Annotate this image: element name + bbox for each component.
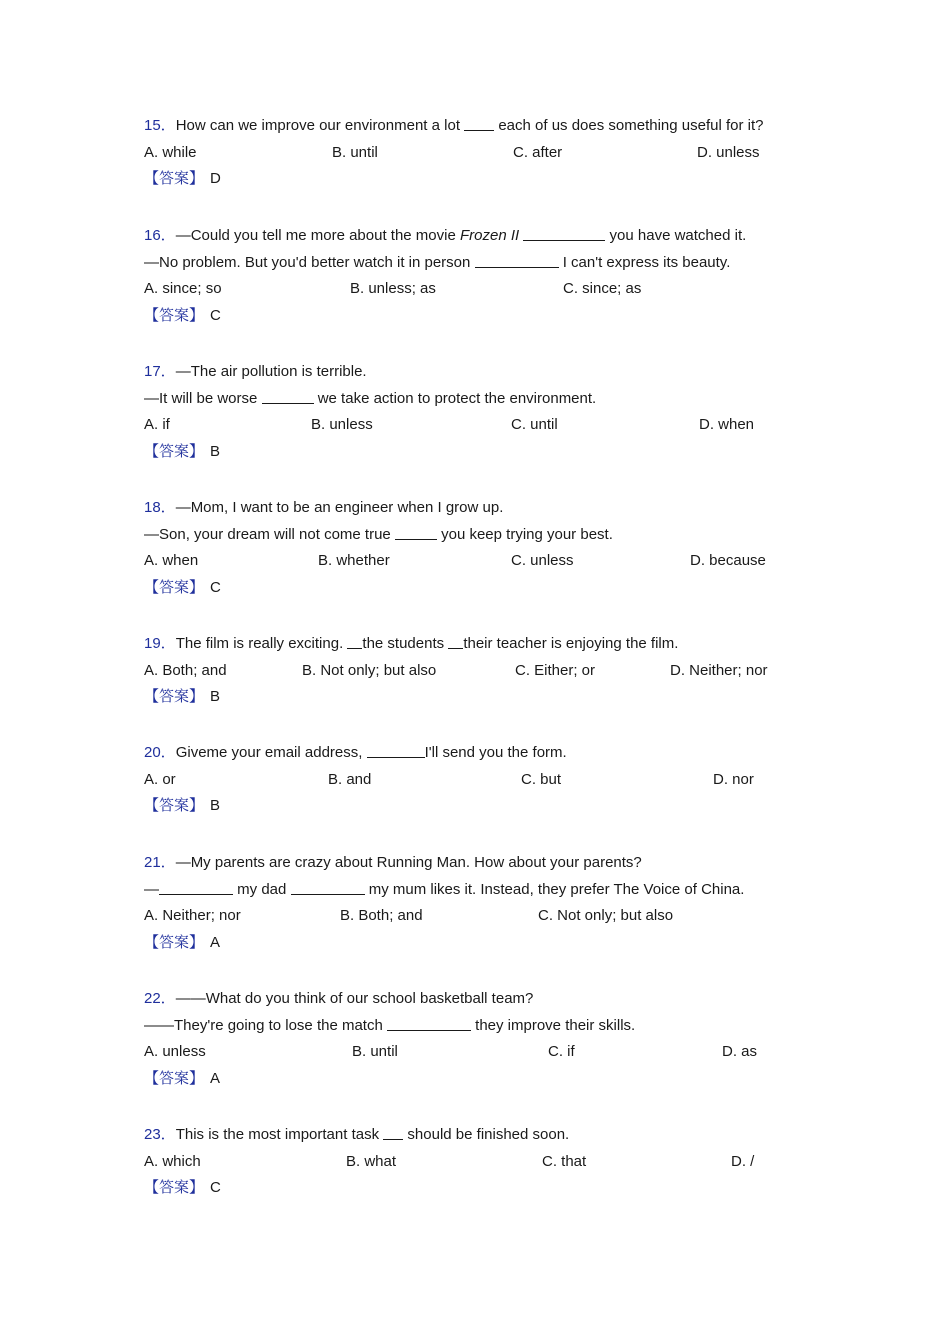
question-stem-line2 — [144, 877, 804, 904]
question-number: 22． — [144, 990, 176, 1007]
blank — [395, 524, 437, 540]
option-b: B. Not only; but also — [302, 661, 437, 679]
stem-text: my dad — [233, 880, 291, 898]
blank — [464, 115, 494, 131]
question-stem — [144, 986, 804, 1013]
option-a: A. Both; and — [144, 661, 227, 679]
stem-text: —Son, your dream will not come true — [144, 525, 395, 543]
stem-text: —The air pollution is terrible. — [175, 363, 367, 380]
answer-row — [144, 1175, 804, 1202]
stem-text: ——What do you think of our school basketball team? — [175, 990, 534, 1007]
question-17 — [144, 359, 804, 466]
stem-text: I can't express its beauty. — [558, 253, 731, 271]
option-d: D. because — [690, 552, 766, 570]
answer-row — [144, 303, 804, 330]
stem-text: —It will be worse — [144, 389, 262, 407]
option-c: C. Either; or — [515, 661, 596, 679]
option-c: C. Not only; but also — [538, 907, 674, 925]
answer-label: 【答案】 — [144, 443, 205, 461]
blank — [347, 633, 362, 649]
question-21 — [144, 850, 804, 957]
option-b: B. unless; as — [350, 280, 436, 298]
answer-row — [144, 684, 804, 711]
blank — [383, 1124, 403, 1140]
option-a: A. or — [144, 770, 176, 788]
answer-row — [144, 439, 804, 466]
question-number: 19． — [144, 635, 176, 652]
question-stem — [144, 1122, 804, 1149]
blank — [262, 388, 314, 404]
answer-label: 【答案】 — [144, 1070, 205, 1088]
options-row — [144, 548, 804, 575]
answer-label: 【答案】 — [144, 688, 205, 706]
answer-row — [144, 793, 804, 820]
blank — [159, 879, 233, 895]
option-b: B. Both; and — [340, 907, 423, 925]
question-stem-line2 — [144, 386, 804, 413]
question-stem-line2 — [144, 250, 804, 277]
option-b: B. what — [346, 1152, 397, 1170]
question-16 — [144, 223, 804, 330]
option-d: D. as — [722, 1043, 758, 1061]
blank — [367, 742, 425, 758]
question-number: 20． — [144, 744, 176, 761]
option-a: A. when — [144, 552, 199, 570]
option-c: C. unless — [511, 552, 574, 570]
stem-text: —Could you tell me more about the movie — [175, 227, 460, 244]
question-stem — [144, 113, 804, 140]
question-stem-line2 — [144, 1013, 804, 1040]
blank — [523, 225, 605, 241]
stem-text: my mum likes it. Instead, they prefer The Voice of China. — [364, 880, 745, 898]
question-number: 17． — [144, 363, 176, 380]
option-b: B. whether — [318, 552, 390, 570]
answer-value: B — [210, 688, 221, 706]
answer-label: 【答案】 — [144, 579, 205, 597]
question-number: 21． — [144, 854, 176, 871]
option-b: B. unless — [311, 416, 373, 434]
answer-row — [144, 1066, 804, 1093]
question-number: 18． — [144, 499, 176, 516]
option-a: A. if — [144, 416, 170, 434]
question-stem — [144, 223, 804, 250]
question-stem — [144, 850, 804, 877]
question-22 — [144, 986, 804, 1093]
question-number: 15． — [144, 117, 176, 134]
stem-text: I'll send you the form. — [424, 744, 567, 761]
answer-row — [144, 166, 804, 193]
question-stem — [144, 359, 804, 386]
options-row — [144, 276, 804, 303]
options-row — [144, 903, 804, 930]
blank — [475, 252, 559, 268]
option-d: D. unless — [697, 143, 760, 161]
option-a: A. while — [144, 143, 197, 161]
stem-text: How can we improve our environment a lot — [175, 117, 465, 134]
options-row — [144, 140, 804, 167]
option-d: D. / — [731, 1152, 755, 1170]
question-stem-line2 — [144, 522, 804, 549]
stem-text: their teacher is enjoying the film. — [463, 635, 679, 652]
answer-label: 【答案】 — [144, 307, 205, 325]
answer-label: 【答案】 — [144, 934, 205, 952]
options-row — [144, 412, 804, 439]
option-c: C. since; as — [563, 280, 642, 298]
answer-value: C — [210, 1179, 221, 1197]
option-b: B. until — [352, 1043, 398, 1061]
movie-title: Frozen II — [460, 227, 520, 244]
option-c: C. that — [542, 1152, 587, 1170]
stem-text: the students — [362, 635, 449, 652]
stem-text: ——They're going to lose the match — [144, 1016, 387, 1034]
options-row — [144, 658, 804, 685]
options-row — [144, 767, 804, 794]
stem-text: should be finished soon. — [403, 1126, 570, 1143]
question-number: 16． — [144, 227, 176, 244]
stem-text: —Mom, I want to be an engineer when I grow up. — [175, 499, 504, 516]
stem-text: —My parents are crazy about Running Man. How about your parents? — [175, 854, 642, 871]
option-c: C. after — [513, 143, 563, 161]
options-row — [144, 1039, 804, 1066]
question-19 — [144, 631, 804, 711]
option-c: C. if — [548, 1043, 575, 1061]
question-stem — [144, 740, 804, 767]
option-b: B. until — [332, 143, 378, 161]
blank — [291, 879, 365, 895]
stem-text: you keep trying your best. — [436, 525, 613, 543]
option-a: A. unless — [144, 1043, 206, 1061]
stem-text: you have watched it. — [605, 227, 747, 244]
option-a: A. since; so — [144, 280, 222, 298]
stem-text: Giveme your email address, — [175, 744, 367, 761]
answer-row — [144, 575, 804, 602]
question-15 — [144, 113, 804, 193]
question-18 — [144, 495, 804, 602]
option-c: C. but — [521, 770, 562, 788]
answer-value: C — [210, 307, 221, 325]
question-stem — [144, 495, 804, 522]
answer-value: D — [210, 170, 221, 188]
answer-value: C — [210, 579, 221, 597]
answer-row — [144, 930, 804, 957]
option-b: B. and — [328, 770, 372, 788]
option-d: D. nor — [713, 770, 754, 788]
answer-label: 【答案】 — [144, 797, 205, 815]
stem-text: they improve their skills. — [470, 1016, 636, 1034]
question-number: 23． — [144, 1126, 176, 1143]
answer-value: B — [210, 797, 221, 815]
stem-text: —No problem. But you'd better watch it in person — [144, 253, 475, 271]
answer-label: 【答案】 — [144, 1179, 205, 1197]
option-d: D. when — [699, 416, 755, 434]
stem-text: The film is really exciting. — [175, 635, 348, 652]
options-row — [144, 1149, 804, 1176]
answer-value: B — [210, 443, 221, 461]
question-20 — [144, 740, 804, 820]
answer-label: 【答案】 — [144, 170, 205, 188]
option-c: C. until — [511, 416, 558, 434]
question-23 — [144, 1122, 804, 1202]
option-d: D. Neither; nor — [670, 661, 768, 679]
stem-text: — — [144, 880, 159, 898]
stem-text: each of us does something useful for it? — [494, 117, 764, 134]
option-a: A. Neither; nor — [144, 907, 241, 925]
option-a: A. which — [144, 1152, 201, 1170]
stem-text: we take action to protect the environment. — [313, 389, 597, 407]
answer-value: A — [210, 1070, 221, 1088]
blank — [387, 1015, 471, 1031]
stem-text: This is the most important task — [175, 1126, 384, 1143]
question-stem — [144, 631, 804, 658]
blank — [448, 633, 463, 649]
answer-value: A — [210, 934, 221, 952]
